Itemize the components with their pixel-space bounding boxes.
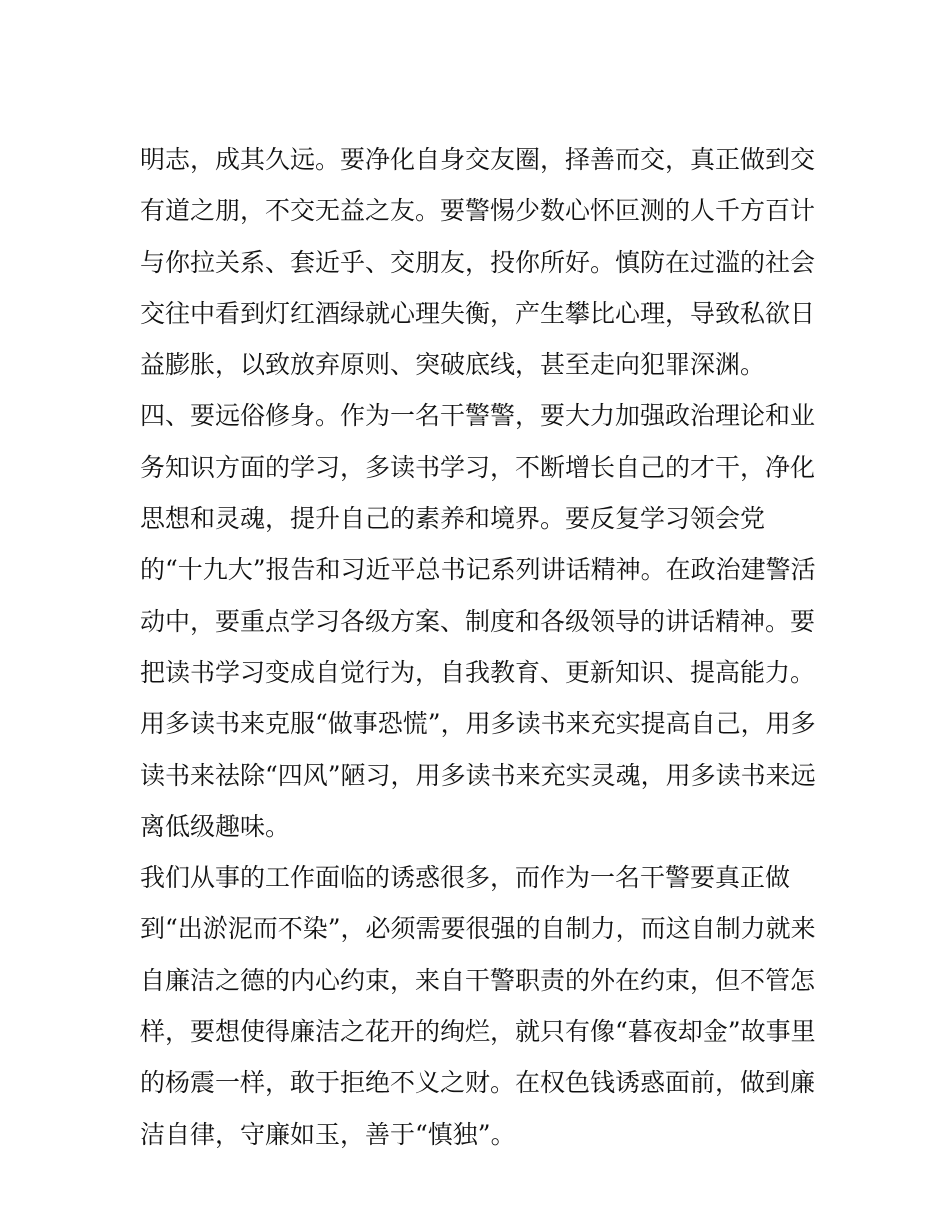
text-line: 交往中看到灯红酒绿就心理失衡，产生攀比心理，导致私欲日 — [140, 298, 816, 328]
text-line: 读书来祛除“四风”陋习，用多读书来充实灵魂，用多读书来远 — [140, 760, 816, 790]
text-line: 的杨震一样，敢于拒绝不义之财。在权色钱诱惑面前，做到廉 — [140, 1068, 816, 1098]
text-line: 用多读书来克服“做事恐慌”，用多读书来充实提高自己，用多 — [140, 709, 816, 739]
text-line: 务知识方面的学习，多读书学习，不断增长自己的才干，净化 — [140, 452, 816, 482]
text-line: 把读书学习变成自觉行为，自我教育、更新知识、提高能力。 — [140, 657, 816, 687]
text-line: 有道之朋，不交无益之友。要警惕少数心怀叵测的人千方百计 — [140, 196, 816, 226]
text-line: 我们从事的工作面临的诱惑很多，而作为一名干警要真正做 — [140, 863, 791, 893]
text-line: 洁自律，守廉如玉，善于“慎独”。 — [140, 1119, 516, 1149]
text-line: 样，要想使得廉洁之花开的绚烂，就只有像“暮夜却金”故事里 — [140, 1017, 816, 1047]
text-line: 思想和灵魂，提升自己的素养和境界。要反复学习领会党 — [140, 504, 766, 534]
text-line: 的“十九大”报告和习近平总书记系列讲话精神。在政治建警活 — [140, 555, 816, 585]
section-heading-line: 四、要远俗修身。作为一名干警警，要大力加强政治理论和业 — [140, 401, 816, 431]
body-text — [140, 134, 820, 1160]
text-line: 到“出淤泥而不染”，必须需要很强的自制力，而这自制力就来 — [140, 914, 816, 944]
text-line: 自廉洁之德的内心约束，来自干警职责的外在约束，但不管怎 — [140, 965, 816, 995]
text-line: 益膨胀，以致放弃原则、突破底线，甚至走向犯罪深渊。 — [140, 350, 766, 380]
text-line: 与你拉关系、套近乎、交朋友，投你所好。慎防在过滥的社会 — [140, 247, 816, 277]
text-line: 明志，成其久远。要净化自身交友圈，择善而交，真正做到交 — [140, 145, 816, 174]
text-line: 动中，要重点学习各级方案、制度和各级领导的讲话精神。要 — [140, 606, 816, 636]
text-line: 离低级趣味。 — [140, 811, 291, 841]
